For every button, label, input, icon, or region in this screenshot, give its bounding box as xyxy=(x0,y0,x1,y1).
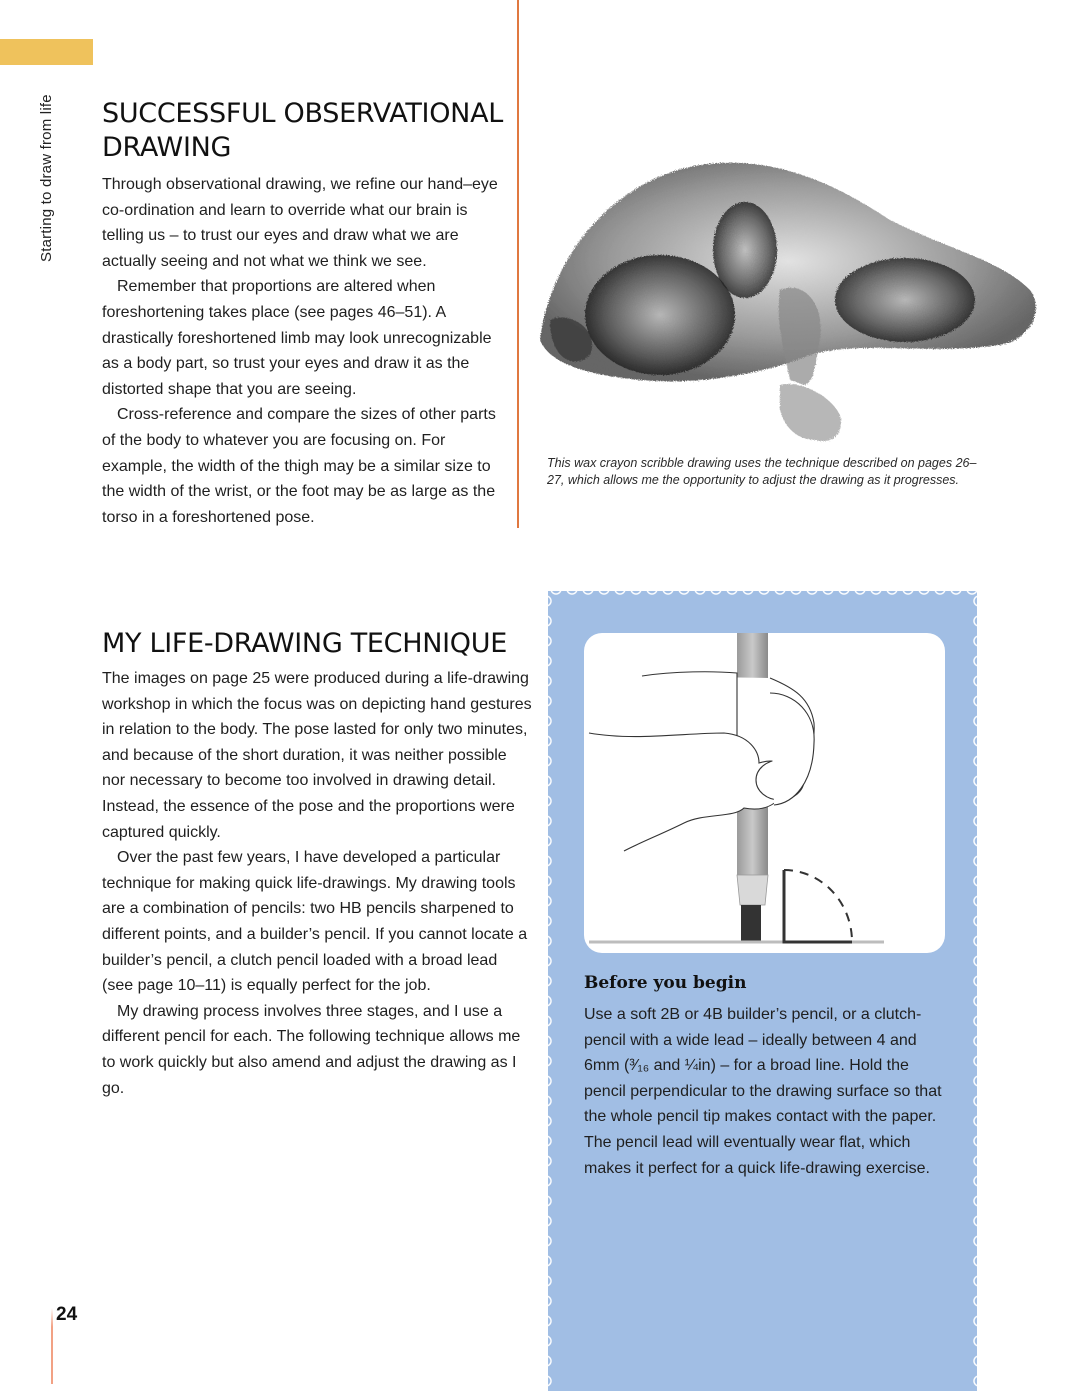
paragraph: Cross-reference and compare the sizes of other parts of the body to whatever you are focusing on. For example, the width of the thigh may be a similar size to the width of the wrist, or the foot may be as large as the torso in a foreshortened pose. xyxy=(102,406,496,526)
paragraph: Remember that proportions are altered when foreshortening takes place (see pages 46–51). A drastically foreshortened limb may look unrecognizable as a body part, so trust your eyes and draw it as the distorted shape that you are seeing. xyxy=(102,278,492,398)
crouching-figure-drawing xyxy=(530,140,1050,455)
section-body xyxy=(102,172,512,530)
scalloped-border xyxy=(971,591,979,1391)
pencil-grip-illustration xyxy=(584,633,945,953)
paragraph: Over the past few years, I have developed a particular technique for making quick life-drawings. My drawing tools are a combination of pencils: two HB pencils sharpened to different points, and a builder’s pencil. If you cannot locate a builder’s pencil, a clutch pencil loaded with a broad lead (see page 10–11) is equally perfect for the job. xyxy=(102,849,528,995)
tip-box xyxy=(548,591,977,1391)
folio-rule xyxy=(51,1308,53,1384)
hand-icon xyxy=(589,672,814,851)
section-title: SUCCESSFUL OBSERVATIONAL DRAWING xyxy=(102,98,503,163)
paragraph: My drawing process involves three stages, and I use a different pencil for each. The following technique allows me to work quickly but also amend and adjust the drawing as I go. xyxy=(102,1002,521,1097)
pencil-in-hand-drawing xyxy=(584,633,945,953)
section-body xyxy=(102,666,532,1101)
running-head: Starting to draw from life xyxy=(38,94,55,262)
chapter-tab-marker xyxy=(0,39,93,65)
tip-title: Before you begin xyxy=(584,973,747,993)
figure-caption: This wax crayon scribble drawing uses the technique described on pages 26–27, which allows me the opportunity to adjust the drawing as it progresses. xyxy=(547,456,977,487)
section-title: MY LIFE-DRAWING TECHNIQUE xyxy=(102,628,507,659)
tip-text: Use a soft 2B or 4B builder’s pencil, or a clutch-pencil with a wide lead – ideally between 4 and 6mm (³⁄₁₆ and ¼in) – for a broad line. Hold the pencil perpendicular to the drawing surface so that the whole pencil tip makes contact with the paper. The pencil lead will eventually wear flat, which makes it perfect for a quick life-drawing exercise. xyxy=(584,1006,942,1177)
page-number: 24 xyxy=(56,1304,78,1325)
scalloped-border xyxy=(548,589,977,597)
paragraph: Through observational drawing, we refine our hand–eye co-ordination and learn to override what our brain is telling us – to trust our eyes and draw what we are actually seeing and not what we think we see. xyxy=(102,176,498,270)
column-divider xyxy=(517,0,519,528)
scalloped-border xyxy=(546,591,554,1391)
paragraph: The images on page 25 were produced during a life-drawing workshop in which the focus was on depicting hand gestures in relation to the body. The pose lasted for only two minutes, and because of the short duration, it was neither possible nor necessary to become too involved in drawing detail. Instead, the essence of the pose and the proportions were captured quickly. xyxy=(102,670,532,841)
section-life-drawing-technique xyxy=(102,627,532,1101)
crayon-drawing-figure xyxy=(530,140,1050,455)
section-observational-drawing xyxy=(102,97,512,530)
